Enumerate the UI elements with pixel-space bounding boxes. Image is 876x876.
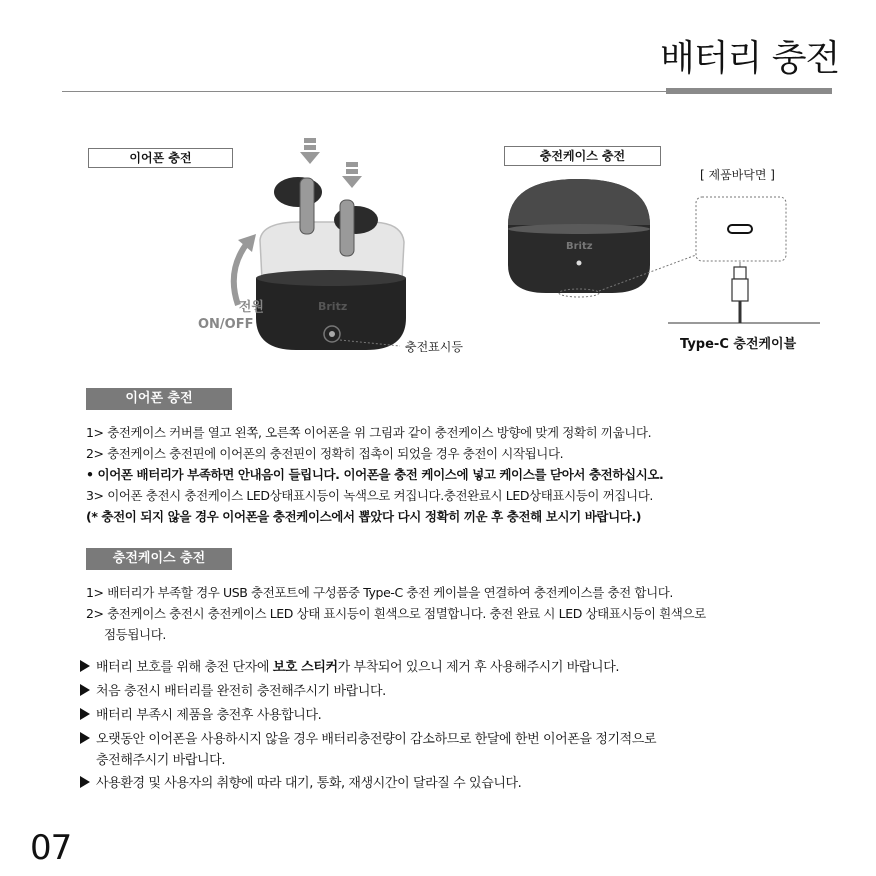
power-label-line2: ON/OFF — [198, 317, 254, 332]
indicator-label: 충전표시등 — [405, 340, 463, 354]
earbud-step-3: 3> 이어폰 충전시 충전케이스 LED상태표시등이 녹색으로 켜집니다.충전완료시 LED상태표시등이 꺼집니다. — [86, 488, 653, 503]
note-2 — [80, 683, 386, 700]
triangle-bullet-icon — [80, 684, 90, 696]
note-3 — [80, 707, 321, 724]
header-rule-accent — [666, 88, 832, 94]
note-2-text: 처음 충전시 배터리를 완전히 충전해주시기 바랍니다. — [96, 684, 386, 699]
figure-label-case: 충전케이스 충전 — [504, 146, 661, 166]
case-step-2: 2> 충전케이스 충전시 충전케이스 LED 상태 표시등이 흰색으로 점멸합니다. 충전 완료 시 LED 상태표시등이 흰색으로 — [86, 606, 706, 621]
triangle-bullet-icon — [80, 708, 90, 720]
svg-text:Britz: Britz — [318, 300, 348, 313]
section-heading-earbud: 이어폰 충전 — [86, 388, 232, 410]
earbud-note: (* 충전이 되지 않을 경우 이어폰을 충전케이스에서 뽑았다 다시 정확히 끼운 후 충전해 보시기 바랍니다.) — [86, 509, 642, 524]
insert-arrow-right-icon — [342, 162, 362, 188]
earbud-warning: • 이어폰 배터리가 부족하면 안내음이 들립니다. 이어폰을 충전 케이스에 넣고 케이스를 닫아서 충전하십시오. — [86, 467, 664, 482]
case-step-2-cont: 점등됩니다. — [104, 627, 166, 642]
note-1-text-b: 가 부착되어 있으니 제거 후 사용해주시기 바랍니다. — [337, 660, 620, 675]
figure-label-earbud: 이어폰 충전 — [88, 148, 233, 168]
earbud-step-1: 1> 충전케이스 커버를 열고 왼쪽, 오른쪽 이어폰을 위 그림과 같이 충전케이스 방향에 맞게 정확히 끼웁니다. — [86, 425, 652, 440]
power-label — [208, 300, 264, 316]
earbud-step-2: 2> 충전케이스 충전핀에 이어폰의 충전핀이 정확히 접촉이 되었을 경우 충전이 시작됩니다. — [86, 446, 564, 461]
note-1-text-a: 배터리 보호를 위해 충전 단자에 — [96, 660, 273, 675]
note-1-bold: 보호 스티커 — [272, 660, 338, 675]
case-step-1: 1> 배터리가 부족할 경우 USB 충전포트에 구성품중 Type-C 충전 케이블을 연결하여 충전케이스를 충전 합니다. — [86, 585, 673, 600]
note-5 — [80, 775, 521, 792]
note-4-text: 오랫동안 이어폰을 사용하시지 않을 경우 배터리충전량이 감소하므로 한달에 한번 이어폰을 정기적으로 — [96, 732, 657, 747]
case-brand-text: Britz — [566, 241, 593, 252]
note-3-text: 배터리 부족시 제품을 충전후 사용합니다. — [96, 708, 322, 723]
section-heading-case: 충전케이스 충전 — [86, 548, 232, 570]
note-1 — [80, 659, 619, 676]
triangle-bullet-icon — [80, 776, 90, 788]
page-number: 07 — [30, 828, 72, 868]
power-label-line1: 전원 — [238, 300, 264, 315]
bottom-view-label: [ 제품바닥면 ] — [700, 168, 775, 182]
triangle-bullet-icon — [80, 732, 90, 744]
note-4-cont: 충전해주시기 바랍니다. — [96, 753, 226, 768]
note-5-text: 사용환경 및 사용자의 취향에 따라 대기, 통화, 재생시간이 달라질 수 있습니다. — [96, 776, 522, 791]
insert-arrow-left-icon — [300, 138, 320, 164]
page-title: 배터리 충전 — [660, 38, 840, 79]
cable-label: Type-C 충전케이블 — [680, 337, 797, 352]
note-4 — [80, 731, 656, 748]
triangle-bullet-icon — [80, 660, 90, 672]
